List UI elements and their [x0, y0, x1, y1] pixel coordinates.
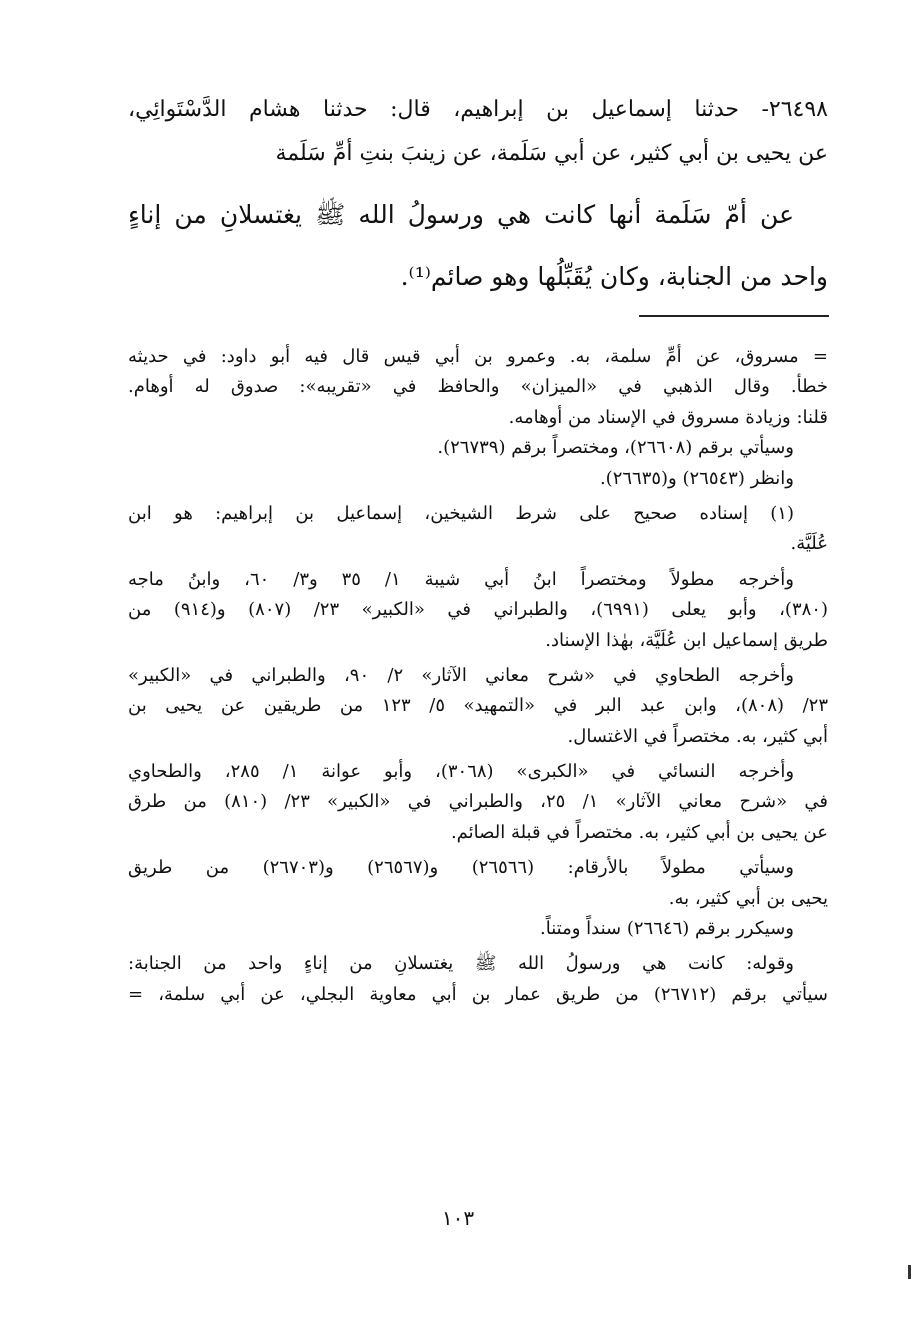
hadith-line: ٢٦٤٩٨- حدثنا إسماعيل بن إبراهيم، قال: حدثنا هشام الدَّسْتَوائِي،	[128, 97, 828, 122]
footnote-line: (١) إسناده صحيح على شرط الشيخين، إسماعيل بن إبراهيم: هو ابن	[128, 502, 794, 524]
page-number: ١٠٣	[441, 1206, 475, 1230]
hadith-line: واحد من الجنابة، وكان يُقَبِّلُها وهو صائم⁽¹⁾.	[400, 262, 828, 291]
footnote-line: وسيأتي مطولاً بالأرقام: (٢٦٥٦٦) و(٢٦٥٦٧) و(٢٦٧٠٣) من طريق	[128, 857, 794, 879]
footnotes	[128, 342, 828, 1010]
footnote-line: وسيكرر برقم (٢٦٦٤٦) سنداً ومتناً.	[540, 918, 794, 940]
scan-edge-mark	[908, 1265, 911, 1279]
footnote-line: عُلَيَّة.	[790, 533, 828, 555]
footnote-line: = مسروق، عن أمِّ سلمة، به. وعمرو بن أبي قيس قال فيه أبو داود: في حديثه	[128, 346, 828, 367]
footnote-line: وقوله: كانت هي ورسولُ الله ﷺ يغتسلانِ من إناءٍ واحد من الجنابة:	[128, 953, 794, 975]
footnote-line: وسيأتي برقم (٢٦٦٠٨)، ومختصراً برقم (٢٦٧٣٩).	[437, 437, 794, 459]
footnote-line: وانظر (٢٦٥٤٣) و(٢٦٦٣٥).	[599, 467, 794, 489]
footnote-line: عن يحيى بن أبي كثير، به. مختصراً في قبلة الصائم.	[450, 821, 828, 843]
footnote-line: ٢٣/ (٨٠٨)، وابن عبد البر في «التمهيد» ٥/ ١٢٣ من طريقين عن يحيى بن	[128, 695, 828, 717]
footnote-separator	[639, 315, 829, 317]
footnote-line: وأخرجه مطولاً ومختصراً ابنُ أبي شيبة ١/ ٣٥ و٣/ ٦٠، وابنُ ماجه	[128, 568, 794, 590]
footnote-line: قلنا: وزيادة مسروق في الإسناد من أوهامه.	[508, 406, 828, 428]
hadith-line: عن أمّ سَلَمة أنها كانت هي ورسولُ الله ﷺ يغتسلانِ من إناءٍ	[128, 200, 794, 229]
footnote-line: سيأتي برقم (٢٦٧١٢) من طريق عمار بن أبي معاوية البجلي، عن أبي سلمة، =	[128, 983, 828, 1005]
footnote-line: طريق إسماعيل ابن عُلَيَّة، بهٰذا الإسناد.	[545, 629, 828, 651]
footnote-line: وأخرجه النسائي في «الكبرى» (٣٠٦٨)، وأبو عوانة ١/ ٢٨٥، والطحاوي	[128, 761, 795, 783]
hadith-text	[128, 88, 828, 308]
footnote-line: خطأ. وقال الذهبي في «الميزان» والحافظ في «تقريبه»: صدوق له أوهام.	[128, 376, 828, 398]
footnote-line: في «شرح معاني الآثار» ١/ ٢٥، والطبراني في «الكبير» ٢٣/ (٨١٠) من طرق	[128, 791, 828, 813]
footnote-line: (٣٨٠)، وأبو يعلى (٦٩٩١)، والطبراني في «الكبير» ٢٣/ (٨٠٧) و(٩١٤) من	[128, 599, 828, 621]
footnote-line: وأخرجه الطحاوي في «شرح معاني الآثار» ٢/ ٩٠، والطبراني في «الكبير»	[128, 664, 794, 686]
footnote-line: أبي كثير، به. مختصراً في الاغتسال.	[567, 725, 828, 747]
footnote-line: يحيى بن أبي كثير، به.	[668, 887, 828, 909]
hadith-line: عن يحيى بن أبي كثير، عن أبي سَلَمة، عن زينبَ بنتِ أمِّ سَلَمة	[275, 141, 828, 166]
